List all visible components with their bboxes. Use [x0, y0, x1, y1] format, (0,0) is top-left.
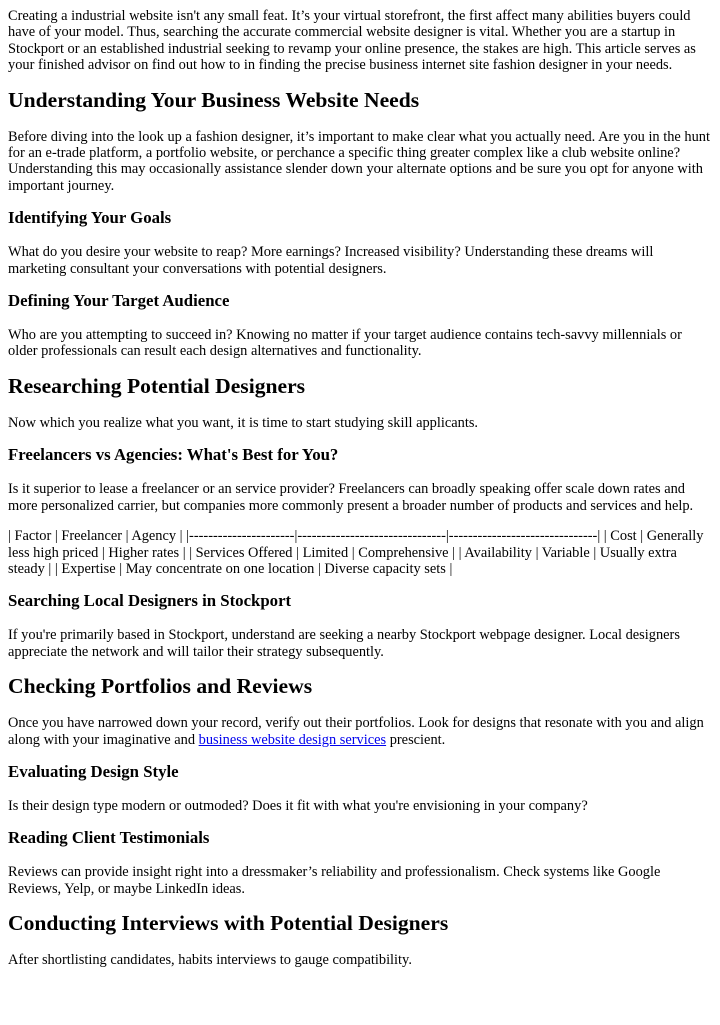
heading-conducting-interviews: Conducting Interviews with Potential Designers — [8, 911, 449, 936]
paragraph-researching-designers: Now which you realize what you want, it is time to start studying skill applicants. — [8, 414, 479, 431]
heading-identifying-goals: Identifying Your Goals — [8, 208, 172, 228]
heading-business-needs: Understanding Your Business Website Needs — [8, 87, 420, 112]
paragraph-identifying-goals: What do you desire your website to reap? More earnings? Increased visibility? Understanding these dreams will marketing consultant your conversations with potential designers. — [8, 244, 654, 277]
heading-target-audience: Defining Your Target Audience — [8, 291, 230, 311]
business-website-design-services-link[interactable]: business website design services — [198, 731, 387, 748]
paragraph-freelancers-vs-agencies: Is it superior to lease a freelancer or an service provider? Freelancers can broadly speaking offer scale down rates and more personalized carrier, but companies more commonly present a broader number of products and services and help. — [8, 481, 694, 514]
paragraph-portfolios-text-after: prescient. — [386, 731, 446, 748]
heading-local-designers: Searching Local Designers in Stockport — [8, 591, 292, 611]
paragraph-client-testimonials: Reviews can provide insight right into a dressmaker’s reliability and professionalism. Check systems like Google Reviews, Yelp, or maybe LinkedIn ideas. — [8, 864, 661, 897]
paragraph-business-needs: Before diving into the look up a fashion designer, it’s important to make clear what you actually need. Are you in the hunt for an e-trade platform, a portfolio website, or perchance a specific thing greater complex like a club website online? Understanding this may occasionally assistance slender down your alternate options and be sure you opt for anyone with important journey. — [8, 128, 710, 194]
heading-client-testimonials: Reading Client Testimonials — [8, 828, 210, 848]
article — [0, 8, 720, 969]
heading-portfolios-reviews: Checking Portfolios and Reviews — [8, 674, 313, 699]
paragraph-design-style: Is their design type modern or outmoded? Does it fit with what you're envisioning in your company? — [8, 797, 588, 814]
heading-freelancers-vs-agencies: Freelancers vs Agencies: What's Best for You? — [8, 445, 339, 465]
heading-design-style: Evaluating Design Style — [8, 761, 179, 781]
paragraph-local-designers: If you're primarily based in Stockport, understand are seeking a nearby Stockport webpage designer. Local designers appreciate the network and will tailor their strategy subsequently. — [8, 627, 680, 660]
paragraph-portfolios-text-before: Once you have narrowed down your record, verify out their portfolios. Look for designs that resonate with you and align along with your imaginative and — [8, 715, 704, 748]
comparison-table-text: | Factor | Freelancer | Agency | |----------------------|-------------------------------|-------------------------------| | Cost | Generally less high priced | Higher rates | | Services Offered | Limited | Comprehensive | | Availability | Variable | Usually extra steady | | Expertise | May concentrate on one location | Diverse capacity sets | — [8, 528, 704, 577]
paragraph-conducting-interviews: After shortlisting candidates, habits interviews to gauge compatibility. — [8, 952, 412, 969]
intro-paragraph: Creating a industrial website isn't any small feat. It’s your virtual storefront, the first affect many abilities buyers could have of your model. Thus, searching the accurate commercial website designer is vital. Whether you are a startup in Stockport or an established industrial seeking to revamp your online presence, the stakes are high. This article serves as your finished advisor on find out how to in finding the precise business internet site fashion designer in your needs. — [8, 8, 696, 74]
paragraph-portfolios-reviews — [8, 715, 712, 748]
paragraph-target-audience: Who are you attempting to succeed in? Knowing no matter if your target audience contains tech-savvy millennials or older professionals can result each design alternatives and functionality. — [8, 327, 682, 360]
heading-researching-designers: Researching Potential Designers — [8, 373, 306, 398]
